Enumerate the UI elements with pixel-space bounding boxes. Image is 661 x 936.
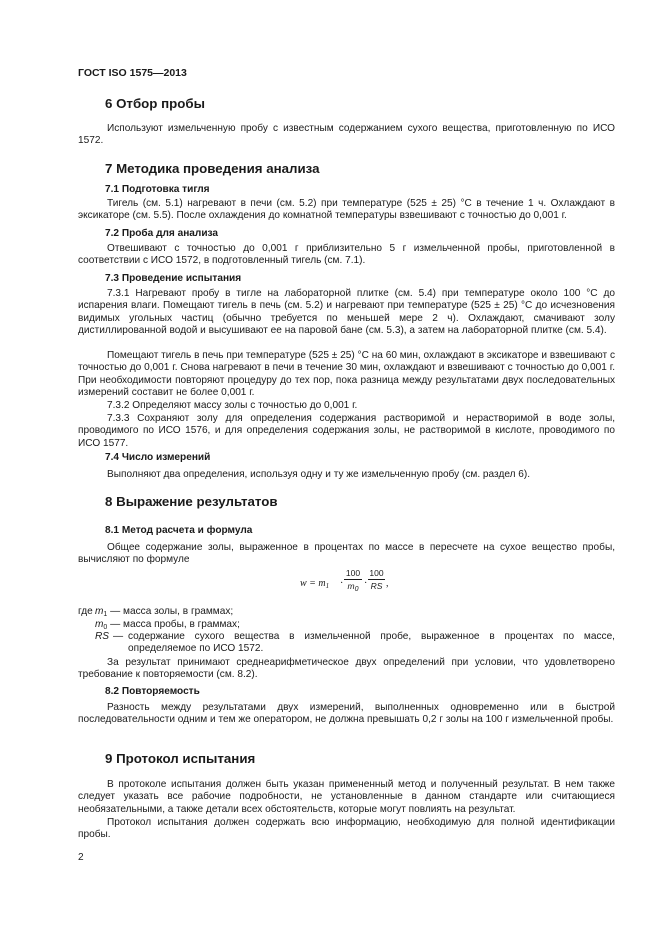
subsection-7-1-heading: 7.1 Подготовка тигля: [105, 184, 210, 195]
subsection-8-1-paragraph: Общее содержание золы, выраженное в процентах по массе в пересчете на сухое вещество пробы, вычисляют по формуле: [78, 542, 615, 566]
section-7-heading: 7 Методика проведения анализа: [105, 161, 320, 176]
section-6-paragraph: Используют измельченную пробу с известным содержанием сухого вещества, приготовленную по ИСО 1572.: [78, 123, 615, 147]
clause-7-3-2-paragraph: 7.3.2 Определяют массу золы с точностью до 0,001 г.: [107, 400, 358, 411]
where-prefix: где: [78, 606, 93, 617]
subsection-7-2-paragraph: Отвешивают с точностью до 0,001 г приблизительно 5 г измельченной пробы, приготовленной в соответствии с ИСО 1572, в подготовленный тигель (см. 7.1).: [78, 243, 615, 267]
section-9-paragraph-2: Протокол испытания должен содержать всю информацию, необходимую для полной идентификации пробы.: [78, 817, 615, 841]
clause-7-3-1-continuation: Помещают тигель в печь при температуре (525 ± 25) °С на 60 мин, охлаждают в эксикаторе и взвешивают с точностью до 0,001 г. Снова нагревают в печи в течение 30 мин, охлаждают и взвешивают с точностью до 0,001 г. При необходимости повторяют процедуру до тех пор, пока разница между результатами двух последовательных измерений составит не более 0,001 г.: [78, 350, 615, 399]
subsection-7-4-heading: 7.4 Число измерений: [105, 452, 211, 463]
subsection-7-2-heading: 7.2 Проба для анализа: [105, 228, 219, 239]
clause-7-3-1-paragraph: 7.3.1 Нагревают пробу в тигле на лабораторной плитке (см. 5.4) при температуре около 100 °С до испарения влаги. Помещают тигель в печь (см. 5.2) и нагревают при температуре (525 ± 25) °С до исчезновения видимых угольных частиц (обычно требуется по меньшей мере 2 ч). Охлаждают, смачивают золу дистиллированной водой и высушивают ее на паровой бане (см. 5.3), а затем на лабораторной плитке (см. 5.4).: [78, 288, 615, 337]
subsection-8-2-paragraph: Разность между результатами двух измерений, выполненных одновременно или в быстрой последовательности одним и тем же оператором, не должна превышать 0,2 г золы на 100 г измельченной пробы.: [78, 702, 615, 726]
formula-fraction-2: 100 RS: [369, 568, 384, 591]
subsection-7-1-paragraph: Тигель (см. 5.1) нагревают в печи (см. 5.2) при температуре (525 ± 25) °С в течение 1 ч. Охлаждают в эксикаторе (см. 5.5). После охлаждения до комнатной температуры взвешивают с точностью до 0,001 г.: [78, 198, 615, 222]
formula-comma: ,: [386, 578, 389, 589]
formula-lhs: $w = m_1$: [300, 578, 330, 590]
subsection-8-2-heading: 8.2 Повторяемость: [105, 686, 200, 697]
formula-dot: ·: [340, 578, 344, 589]
section-9-heading: 9 Протокол испытания: [105, 751, 256, 766]
subsection-7-3-heading: 7.3 Проведение испытания: [105, 273, 242, 284]
subsection-8-1-result-paragraph: За результат принимают среднеарифметическое двух определений при условии, что удовлетворено требование к повторяемости (см. 8.2).: [78, 657, 615, 681]
formula-dot: ·: [364, 578, 368, 589]
subsection-8-1-heading: 8.1 Метод расчета и формула: [105, 525, 253, 536]
section-6-heading: 6 Отбор пробы: [105, 96, 205, 111]
formula-fraction-1: 100 $m_0$: [345, 568, 361, 593]
variable-m0: $m_0$ — масса пробы, в граммах;: [95, 619, 240, 631]
subsection-7-4-paragraph: Выполняют два определения, используя одну и ту же измельченную пробу (см. раздел 6).: [107, 469, 531, 480]
ash-content-formula: [300, 568, 410, 598]
section-9-paragraph-1: В протоколе испытания должен быть указан примененный метод и полученный результат. В нем также следует указать все рабочие подробности, не установленные в данном стандарте или считающиеся необязательными, а также детали всех обстоятельств, которые могут повлиять на результат.: [78, 779, 615, 815]
document-header: ГОСТ ISO 1575—2013: [78, 67, 187, 79]
section-8-heading: 8 Выражение результатов: [105, 494, 278, 509]
variable-m1: $m_1$ — масса золы, в граммах;: [95, 606, 234, 618]
page-number: 2: [78, 852, 84, 863]
clause-7-3-3-paragraph: 7.3.3 Сохраняют золу для определения содержания растворимой и нерастворимой в воде золы, проводимого по ИСО 1576, и для определения содержания золы, не растворимой в кислоте, проводимого по ИСО 1577.: [78, 413, 615, 449]
